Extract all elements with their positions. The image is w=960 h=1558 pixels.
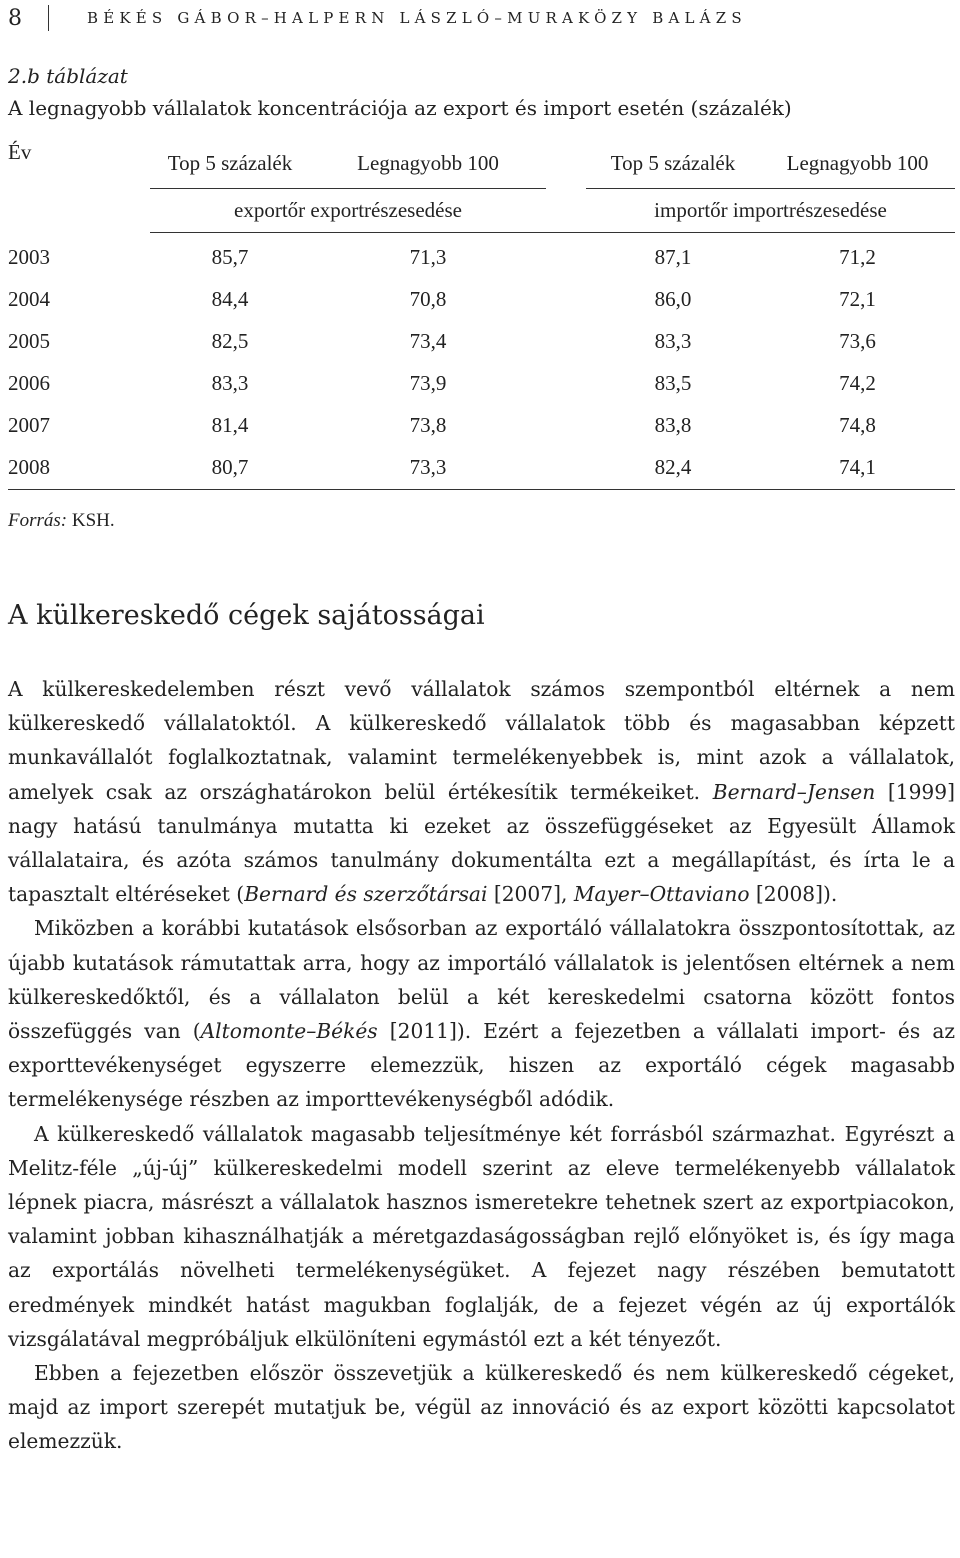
cell-import-top5: 83,5 <box>654 371 692 395</box>
row-year: 2004 <box>8 287 50 311</box>
citation-altomonte-bekes: Altomonte–Békés <box>200 1019 378 1044</box>
citation-bernard-et-al: Bernard és szerzőtársai <box>244 882 488 907</box>
cell-export-top100: 73,8 <box>409 413 447 437</box>
running-head-authors: BÉKÉS GÁBOR–HALPERN LÁSZLÓ–MURAKÖZY BALÁZS <box>87 9 747 27</box>
cell-export-top5: 83,3 <box>211 371 249 395</box>
cell-import-top100: 71,2 <box>839 245 876 269</box>
cell-import-top5: 83,8 <box>654 413 692 437</box>
table-row <box>8 279 955 321</box>
cell-export-top5: 82,5 <box>211 329 249 353</box>
cell-export-top100: 73,9 <box>409 371 447 395</box>
table-caption <box>8 60 792 124</box>
cell-import-top5: 82,4 <box>586 447 760 490</box>
running-head <box>8 4 747 32</box>
cell-export-top5: 84,4 <box>211 287 249 311</box>
row-year: 2007 <box>8 413 50 437</box>
col-header-import-top100: Legnagyobb 100 <box>760 140 955 188</box>
p1-text-d: [2008]). <box>749 882 838 907</box>
table-header-row <box>8 140 955 188</box>
cell-import-top100: 74,1 <box>760 447 955 490</box>
section-heading: A külkereskedő cégek sajátosságai <box>8 600 485 631</box>
source-label: Forrás: <box>8 510 68 531</box>
page-number: 8 <box>8 5 22 31</box>
cell-export-top100: 71,3 <box>409 245 447 269</box>
col-header-import-top5: Top 5 százalék <box>586 140 760 188</box>
table-group-row <box>8 188 955 232</box>
paragraph-1 <box>8 672 955 911</box>
paragraph-2 <box>8 911 955 1116</box>
row-year: 2006 <box>8 371 50 395</box>
table-row <box>8 321 955 363</box>
citation-mayer-ottaviano: Mayer–Ottaviano <box>573 882 750 907</box>
row-year: 2003 <box>8 244 50 269</box>
table-title: A legnagyobb vállalatok koncentrációja az export és import esetén (százalék) <box>8 96 792 120</box>
cell-export-top5: 81,4 <box>211 413 249 437</box>
body-text <box>8 672 955 1459</box>
p2-text-a: Miközben a korábbi kutatások elsősorban az exportáló vállalatokra összpontosítottak, az újabb kutatások rámutattak arra, hogy az importáló vállalatok is jelentősen eltérnek a nem külkereskedőktől, és a vállalaton belül a két kereskedelmi csatorna között fontos összefüggés van ( <box>8 916 955 1044</box>
group-label-import: importőr importrészesedése <box>586 188 955 232</box>
header-separator <box>48 5 49 31</box>
cell-export-top5: 85,7 <box>211 245 249 269</box>
col-header-export-top5: Top 5 százalék <box>150 140 310 188</box>
paragraph-3: A külkereskedő vállalatok magasabb teljesítménye két forrásból származhat. Egyrészt a Melitz-féle „új-új” külkereskedelmi modell szerint az eleve termelékenyebb vállalatok lépnek piacra, másrészt a vállalatok hasznos ismeretekre tehetnek szert az exportpiacokon, valamint jobban kihasználhatják a méretgazdaságosságban rejlő előnyöket is, és így maga az exportálás növelheti termelékenységüket. A fejezet nagy részében bemutatott eredmények mindkét hatást magukban foglalják, de a fejezet végén az új exportálók vizsgálatával megpróbáljuk elkülöníteni egymástól ezt a két tényezőt. <box>8 1121 955 1351</box>
cell-export-top100: 73,4 <box>409 329 447 353</box>
group-label-export: exportőr exportrészesedése <box>150 188 546 232</box>
col-gap <box>546 140 586 188</box>
cell-import-top100: 74,8 <box>839 413 876 437</box>
table-source <box>8 510 115 532</box>
cell-import-top5: 86,0 <box>654 287 692 311</box>
citation-bernard-jensen: Bernard–Jensen <box>712 779 876 804</box>
cell-export-top100: 70,8 <box>409 287 447 311</box>
p1-text-b: [1999] nagy hatású tanulmánya mutatta ki ezeket az összefüggéseket az Egyesült Államok vállalataira, és azóta számos tanulmány dokumentálta ezt a megállapítást, és írta le a tapasztalt eltéréseket ( <box>8 779 955 907</box>
row-year: 2005 <box>8 329 50 353</box>
row-year: 2008 <box>8 447 150 490</box>
paragraph-4: Ebben a fejezetben először összevetjük a külkereskedő és nem külkereskedő cégeket, majd az import szerepét mutatjuk be, végül az innováció és az export közötti kapcsolatot elemezzük. <box>8 1361 955 1454</box>
table-row <box>8 447 955 490</box>
p1-text-c: [2007], <box>487 882 574 907</box>
group-gap <box>546 188 586 232</box>
source-value: KSH. <box>67 510 115 531</box>
cell-import-top5: 87,1 <box>654 245 692 269</box>
table-row <box>8 232 955 279</box>
table-row <box>8 363 955 405</box>
cell-import-top100: 73,6 <box>839 329 876 353</box>
cell-import-top100: 74,2 <box>839 371 876 395</box>
concentration-table <box>8 140 955 490</box>
cell-export-top100: 73,3 <box>310 447 546 490</box>
table-row <box>8 405 955 447</box>
p2-text-b: [2011]). Ezért a fejezetben a vállalati import- és az exporttevékenységet egyszerre elemezzük, hiszen az exportáló cégek magasabb termelékenysége részben az importtevékenységből adódik. <box>8 1019 955 1112</box>
table-label: 2.b táblázat <box>8 64 128 88</box>
p1-text-a: A külkereskedelemben részt vevő vállalatok számos szempontból eltérnek a nem külkereskedő vállalatoktól. A külkereskedő vállalatok több és magasabban képzett munkavállalót foglalkoztatnak, valamint termelékenyebbek is, mint azok a vállalatok, amelyek csak az országhatárokon belül értékesítik termékeiket. <box>8 677 955 804</box>
cell-import-top100: 72,1 <box>839 287 876 311</box>
year-column-header: Év <box>8 140 32 164</box>
cell-import-top5: 83,3 <box>654 329 692 353</box>
col-header-export-top100: Legnagyobb 100 <box>310 140 546 188</box>
cell-export-top5: 80,7 <box>150 447 310 490</box>
